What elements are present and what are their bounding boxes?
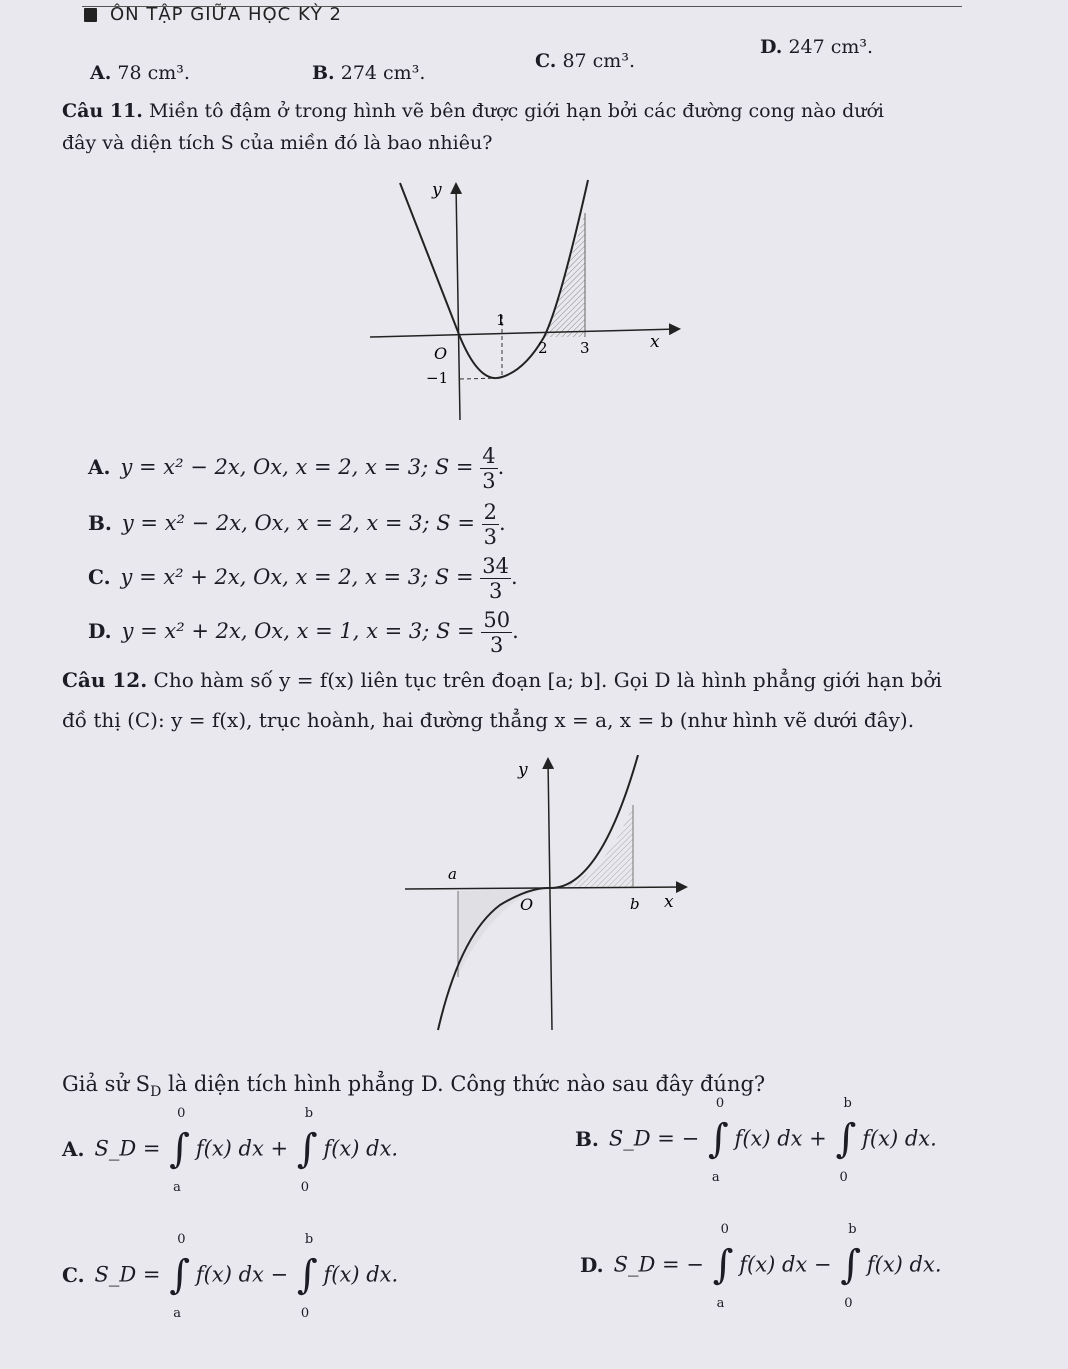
q12-option-b: B. S_D = − ∫ 0 a f(x) dx + ∫ b 0 f(x) dx. <box>575 1096 937 1185</box>
q10-option-a: A. 78 cm³. <box>90 62 190 84</box>
q11-label-2: 2 <box>538 339 548 357</box>
q12-label-b: b <box>630 895 640 913</box>
q12-label-o: O <box>520 895 534 914</box>
page-title: ÔN TẬP GIỮA HỌC KỲ 2 <box>110 4 342 25</box>
q12-shaded-right <box>550 805 633 887</box>
q11-text-line1: Câu 11. Miền tô đậm ở trong hình vẽ bên được giới hạn bởi các đường cong nào dưới <box>62 100 885 122</box>
q11-y-axis <box>456 185 460 420</box>
q11-label-minus1: −1 <box>426 369 449 387</box>
q11-option-a: A. y = x² − 2x, Ox, x = 2, x = 3; S = $\frac{4}{3}$ . <box>88 444 505 493</box>
q11-x-axis <box>370 329 678 337</box>
q11-label-y: y <box>432 180 442 200</box>
q12-text-line2: đồ thị (C): y = f(x), trục hoành, hai đường thẳng x = a, x = b (như hình vẽ dưới đây). <box>62 708 915 732</box>
q11-label-3: 3 <box>580 339 590 357</box>
q10-option-b: B. 274 cm³. <box>312 62 426 84</box>
q11-option-c: C. y = x² + 2x, Ox, x = 2, x = 3; S = $\frac{34}{3}$ . <box>88 554 518 603</box>
q12-label-a: a <box>448 865 457 883</box>
q11-parabola-graph <box>360 165 700 425</box>
q10-option-d: D. 247 cm³. <box>760 36 874 58</box>
document-icon <box>84 8 97 22</box>
q12-option-d: D. S_D = − ∫ 0 a f(x) dx − ∫ b 0 f(x) dx. <box>580 1222 942 1311</box>
q11-option-d: D. y = x² + 2x, Ox, x = 1, x = 3; S = $\frac{50}{3}$ . <box>88 608 519 657</box>
q12-option-c: C. S_D = ∫ 0 a f(x) dx − ∫ b 0 f(x) dx. <box>62 1232 399 1321</box>
q12-shaded-left <box>458 888 550 975</box>
q12-y-axis <box>548 760 552 1030</box>
q10-option-c: C. 87 cm³. <box>535 50 635 72</box>
q11-label-x: x <box>650 332 660 352</box>
q12-prompt: Giả sử $S_D$ là diện tích hình phẳng D. Công thức nào sau đây đúng? <box>62 1072 766 1101</box>
q12-text-line1: Câu 12. Cho hàm số y = f(x) liên tục trên đoạn [a; b]. Gọi D là hình phẳng giới hạn bởi <box>62 668 942 692</box>
q11-label-o: O <box>434 344 448 363</box>
q12-cubic-graph <box>400 755 700 1040</box>
q12-option-a: A. S_D = ∫ 0 a f(x) dx + ∫ b 0 f(x) dx. <box>62 1106 399 1195</box>
q11-label-1: 1 <box>496 311 506 329</box>
q11-option-b: B. y = x² − 2x, Ox, x = 2, x = 3; S = $\frac{2}{3}$ . <box>88 500 506 549</box>
q11-text-line2: đây và diện tích S của miền đó là bao nhiêu? <box>62 132 493 154</box>
q12-label-y: y <box>518 760 528 780</box>
q12-label-x: x <box>664 892 674 912</box>
q11-parabola-curve <box>400 180 588 378</box>
